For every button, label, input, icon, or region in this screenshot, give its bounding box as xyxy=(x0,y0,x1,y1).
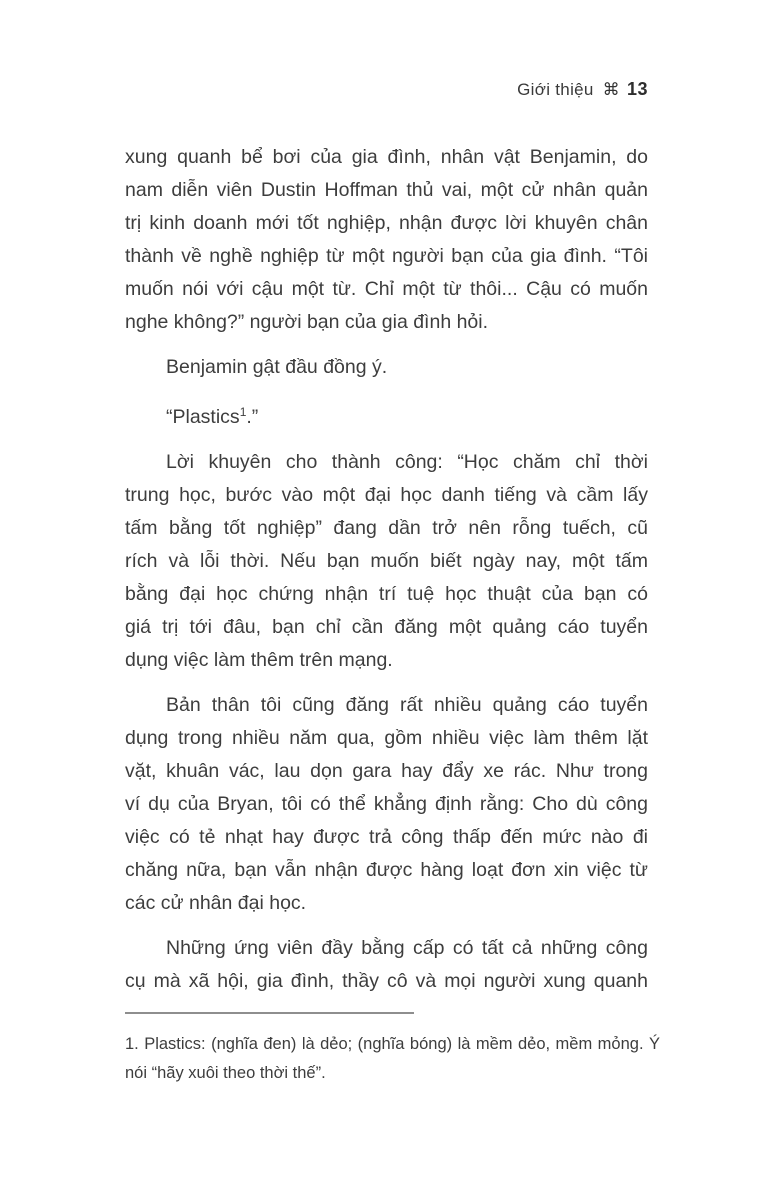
paragraph xyxy=(125,396,648,434)
text-line: bằng đại học chứng nhận trí tuệ học thuật của bạn có xyxy=(125,583,648,605)
text-line: dụng trong nhiều năm qua, gồm nhiều việc làm thêm lặt xyxy=(125,727,648,749)
body-text xyxy=(125,141,648,998)
text-line: trung học, bước vào một đại học danh tiếng và cầm lấy xyxy=(125,484,648,506)
footnote-reference: 1 xyxy=(239,405,247,419)
paragraph xyxy=(125,932,648,998)
paragraph xyxy=(125,689,648,920)
text-line: tấm bằng tốt nghiệp” đang dần trở nên rỗng tuếch, cũ xyxy=(125,517,648,539)
text-line: ví dụ của Bryan, tôi có thể khẳng định rằng: Cho dù công xyxy=(125,793,648,815)
footnote-text-line: 1. Plastics: (nghĩa đen) là dẻo; (nghĩa bóng) là mềm dẻo, mềm mỏng. Ý xyxy=(125,1035,660,1053)
footnote-text-line: nói “hãy xuôi theo thời thế”. xyxy=(125,1064,326,1082)
text-line: xung quanh bể bơi của gia đình, nhân vật Benjamin, do xyxy=(125,146,648,168)
text-line: muốn nói với cậu một từ. Chỉ một từ thôi... Cậu có muốn xyxy=(125,278,648,300)
text-line: giá trị tới đâu, bạn chỉ cần đăng một quảng cáo tuyển xyxy=(125,616,648,638)
text-line: rích và lỗi thời. Nếu bạn muốn biết ngày nay, một tấm xyxy=(125,550,648,572)
text-line: thành về nghề nghiệp từ một người bạn của gia đình. “Tôi xyxy=(125,245,648,267)
running-header xyxy=(125,78,648,101)
section-title: Giới thiệu xyxy=(517,80,594,99)
paragraph xyxy=(125,141,648,339)
text-line: nam diễn viên Dustin Hoffman thủ vai, một cử nhân quản xyxy=(125,179,648,201)
footnote-divider xyxy=(125,1012,414,1014)
page-number: 13 xyxy=(626,79,648,99)
paragraph xyxy=(125,351,648,384)
text-line: dụng việc làm thêm trên mạng. xyxy=(125,649,393,671)
quote-text: “Plastics xyxy=(166,406,240,428)
text-line: chăng nữa, bạn vẫn nhận được hàng loạt đơn xin việc từ xyxy=(125,859,648,881)
text-line: Benjamin gật đầu đồng ý. xyxy=(166,356,388,378)
text-line: Bản thân tôi cũng đăng rất nhiều quảng cáo tuyển xyxy=(166,694,648,716)
text-line xyxy=(125,396,648,434)
quote-text: .” xyxy=(246,406,259,428)
text-line: nghe không?” người bạn của gia đình hỏi. xyxy=(125,311,489,333)
footnote xyxy=(125,1012,660,1088)
text-line: cụ mà xã hội, gia đình, thầy cô và mọi người xung quanh xyxy=(125,970,648,992)
text-line: Những ứng viên đầy bằng cấp có tất cả những công xyxy=(166,937,648,959)
text-line: Lời khuyên cho thành công: “Học chăm chỉ thời xyxy=(166,451,648,473)
text-line: việc có tẻ nhạt hay được trả công thấp đến mức nào đi xyxy=(125,826,648,848)
text-line: trị kinh doanh mới tốt nghiệp, nhận được lời khuyên chân xyxy=(125,212,648,234)
text-line: vặt, khuân vác, lau dọn gara hay đẩy xe rác. Như trong xyxy=(125,760,648,782)
command-separator-icon: ⌘ xyxy=(602,80,620,99)
text-line: các cử nhân đại học. xyxy=(125,892,307,914)
paragraph xyxy=(125,446,648,677)
